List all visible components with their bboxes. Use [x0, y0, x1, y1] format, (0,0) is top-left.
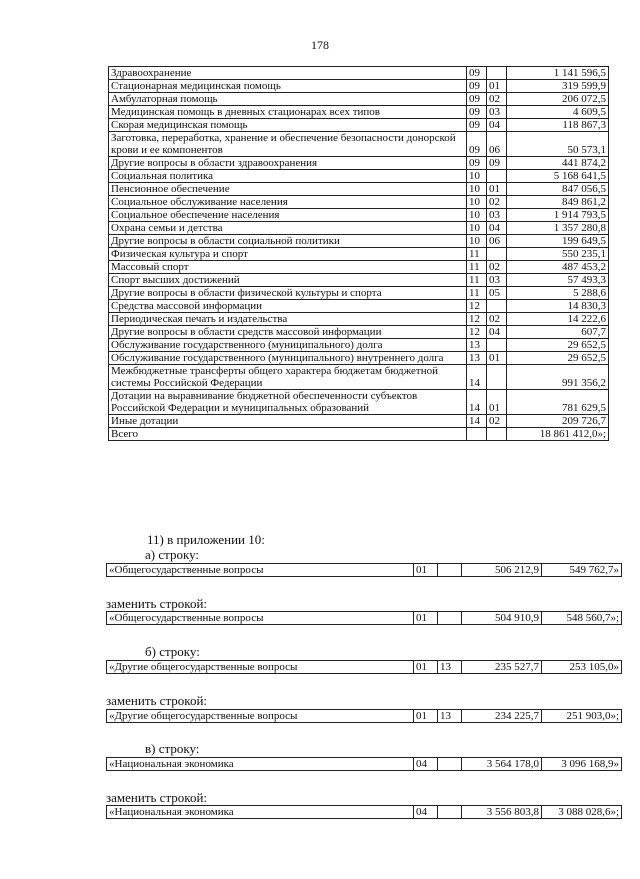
section-code-cell: 12 — [467, 300, 487, 313]
row-name-cell: «Общегосударственные вопросы — [107, 612, 414, 625]
amount-cell: 1 141 596,5 — [507, 67, 609, 80]
table-row — [107, 661, 622, 674]
amount-cell: 57 493,3 — [507, 274, 609, 287]
row-name-cell: «Национальная экономика — [107, 758, 414, 771]
amount-cell: 1 357 280,8 — [507, 222, 609, 235]
subsection-code-cell: 03 — [487, 274, 507, 287]
amount-cell: 3 564 178,0 — [462, 758, 542, 771]
subsection-code-cell — [438, 564, 462, 577]
table-row — [109, 67, 609, 80]
amount-cell: 3 096 168,9» — [542, 758, 622, 771]
amount-cell: 441 874,2 — [507, 157, 609, 170]
amount-cell: 607,7 — [507, 326, 609, 339]
section-code-cell: 10 — [467, 170, 487, 183]
section-code-cell: 01 — [414, 710, 438, 723]
amendment-row-table — [106, 563, 622, 577]
row-name-cell: Обслуживание государственного (муниципального) долга — [109, 339, 467, 352]
row-name-cell: Скорая медицинская помощь — [109, 119, 467, 132]
amount-cell: 3 088 028,6»; — [542, 806, 622, 819]
subsection-code-cell — [487, 428, 507, 441]
section-code-cell: 11 — [467, 248, 487, 261]
amount-cell: 506 212,9 — [462, 564, 542, 577]
table-row — [109, 365, 609, 390]
row-name-cell: Медицинская помощь в дневных стационарах всех типов — [109, 106, 467, 119]
subsection-code-cell — [438, 758, 462, 771]
label-v-row: в) строку: — [145, 741, 200, 756]
section-code-cell: 10 — [467, 222, 487, 235]
amount-cell: 29 652,5 — [507, 352, 609, 365]
label-replace-a: заменить строкой: — [106, 596, 208, 611]
subsection-code-cell: 02 — [487, 261, 507, 274]
section-code-cell: 14 — [467, 415, 487, 428]
row-name-cell: «Национальная экономика — [107, 806, 414, 819]
annex10-heading: 11) в приложении 10: — [147, 532, 265, 547]
subsection-code-cell: 05 — [487, 287, 507, 300]
row-name-cell: Физическая культура и спорт — [109, 248, 467, 261]
row-name-cell: «Другие общегосударственные вопросы — [107, 710, 414, 723]
label-b-row: б) строку: — [145, 644, 200, 659]
table-row — [109, 183, 609, 196]
amendment-row-table — [106, 757, 622, 771]
subsection-code-cell: 04 — [487, 222, 507, 235]
row-name-cell: Периодическая печать и издательства — [109, 313, 467, 326]
amount-cell: 234 225,7 — [462, 710, 542, 723]
row-name-cell: Межбюджетные трансферты общего характера бюджетам бюджетной системы Российской Федерации — [109, 365, 467, 390]
amendment-row-table — [106, 805, 622, 819]
amount-cell: 206 072,5 — [507, 93, 609, 106]
subsection-code-cell: 01 — [487, 390, 507, 415]
table-row — [107, 612, 622, 625]
table-row — [109, 326, 609, 339]
section-code-cell: 12 — [467, 326, 487, 339]
amount-cell: 118 867,3 — [507, 119, 609, 132]
subsection-code-cell: 01 — [487, 80, 507, 93]
amount-cell: 5 168 641,5 — [507, 170, 609, 183]
amount-cell: 4 609,5 — [507, 106, 609, 119]
table-row — [109, 415, 609, 428]
row-v-original — [106, 757, 621, 771]
amendment-row-table — [106, 709, 622, 723]
subsection-code-cell: 13 — [438, 710, 462, 723]
label-replace-b: заменить строкой: — [106, 693, 208, 708]
row-name-cell: Иные дотации — [109, 415, 467, 428]
amount-cell: 487 453,2 — [507, 261, 609, 274]
table-row — [109, 157, 609, 170]
section-code-cell: 11 — [467, 261, 487, 274]
amount-cell: 548 560,7»; — [542, 612, 622, 625]
subsection-code-cell: 02 — [487, 415, 507, 428]
amount-cell: 849 861,2 — [507, 196, 609, 209]
section-code-cell: 09 — [467, 157, 487, 170]
amount-cell: 14 830,3 — [507, 300, 609, 313]
section-code-cell: 09 — [467, 132, 487, 157]
label-a-row: а) строку: — [145, 547, 200, 562]
subsection-code-cell: 04 — [487, 119, 507, 132]
table-row — [109, 132, 609, 157]
table-row — [109, 300, 609, 313]
table-row — [107, 564, 622, 577]
section-code-cell: 13 — [467, 352, 487, 365]
section-code-cell: 01 — [414, 564, 438, 577]
subsection-code-cell: 06 — [487, 235, 507, 248]
label-replace-v: заменить строкой: — [106, 790, 208, 805]
section-code-cell: 09 — [467, 106, 487, 119]
section-code-cell: 09 — [467, 93, 487, 106]
section-code-cell: 01 — [414, 661, 438, 674]
subsection-code-cell: 02 — [487, 313, 507, 326]
row-name-cell: Дотации на выравнивание бюджетной обеспеченности субъектов Российской Федерации и муниципальных образований — [109, 390, 467, 415]
amount-cell: 5 288,6 — [507, 287, 609, 300]
amount-cell: 550 235,1 — [507, 248, 609, 261]
table-row — [109, 209, 609, 222]
amount-cell: 847 056,5 — [507, 183, 609, 196]
table-row — [109, 313, 609, 326]
subsection-code-cell — [438, 612, 462, 625]
section-code-cell: 11 — [467, 287, 487, 300]
row-name-cell: Массовый спорт — [109, 261, 467, 274]
table-row — [109, 287, 609, 300]
table-row — [109, 222, 609, 235]
amount-cell: 14 222,6 — [507, 313, 609, 326]
amount-cell: 3 556 803,8 — [462, 806, 542, 819]
row-name-cell: Заготовка, переработка, хранение и обеспечение безопасности донорской крови и ее компонентов — [109, 132, 467, 157]
amount-cell: 50 573,1 — [507, 132, 609, 157]
row-name-cell: Амбулаторная помощь — [109, 93, 467, 106]
row-name-cell: Здравоохранение — [109, 67, 467, 80]
subsection-code-cell: 03 — [487, 209, 507, 222]
section-code-cell: 09 — [467, 67, 487, 80]
row-name-cell: Охрана семьи и детства — [109, 222, 467, 235]
section-code-cell: 09 — [467, 119, 487, 132]
subsection-code-cell — [487, 248, 507, 261]
row-name-cell: Спорт высших достижений — [109, 274, 467, 287]
section-code-cell: 11 — [467, 274, 487, 287]
row-name-cell: Другие вопросы в области здравоохранения — [109, 157, 467, 170]
table-row — [109, 80, 609, 93]
table-row — [109, 235, 609, 248]
table-row — [109, 93, 609, 106]
subsection-code-cell: 06 — [487, 132, 507, 157]
section-code-cell: 04 — [414, 758, 438, 771]
amount-cell: 199 649,5 — [507, 235, 609, 248]
subsection-code-cell: 09 — [487, 157, 507, 170]
amount-cell: 29 652,5 — [507, 339, 609, 352]
subsection-code-cell — [487, 365, 507, 390]
table-row — [107, 710, 622, 723]
row-name-cell: Социальное обслуживание населения — [109, 196, 467, 209]
table-row — [109, 390, 609, 415]
section-code-cell: 01 — [414, 612, 438, 625]
subsection-code-cell — [487, 170, 507, 183]
section-code-cell: 10 — [467, 209, 487, 222]
table-row — [109, 352, 609, 365]
row-name-cell: Обслуживание государственного (муниципального) внутреннего долга — [109, 352, 467, 365]
subsection-code-cell: 13 — [438, 661, 462, 674]
row-name-cell: Социальная политика — [109, 170, 467, 183]
section-code-cell: 09 — [467, 80, 487, 93]
amount-cell: 319 599,9 — [507, 80, 609, 93]
section-code-cell: 14 — [467, 390, 487, 415]
amount-cell: 209 726,7 — [507, 415, 609, 428]
table-row — [109, 106, 609, 119]
amount-cell: 781 629,5 — [507, 390, 609, 415]
section-code-cell: 14 — [467, 365, 487, 390]
amount-cell: 251 903,0»; — [542, 710, 622, 723]
row-a-replacement — [106, 611, 621, 625]
row-name-cell: Пенсионное обеспечение — [109, 183, 467, 196]
amendment-row-table — [106, 611, 622, 625]
page-number: 178 — [311, 38, 329, 52]
section-code-cell: 13 — [467, 339, 487, 352]
amount-cell: 253 105,0» — [542, 661, 622, 674]
table-row — [109, 261, 609, 274]
table-row — [109, 274, 609, 287]
row-b-replacement — [106, 709, 621, 723]
section-code-cell — [467, 428, 487, 441]
table-row — [109, 339, 609, 352]
table-row — [107, 806, 622, 819]
section-code-cell: 10 — [467, 183, 487, 196]
row-v-replacement — [106, 805, 621, 819]
table-row — [109, 428, 609, 441]
amount-cell: 991 356,2 — [507, 365, 609, 390]
section-code-cell: 12 — [467, 313, 487, 326]
subsection-code-cell: 02 — [487, 93, 507, 106]
table-row — [109, 248, 609, 261]
row-name-cell: Стационарная медицинская помощь — [109, 80, 467, 93]
subsection-code-cell — [487, 67, 507, 80]
amount-cell: 549 762,7» — [542, 564, 622, 577]
section-code-cell: 04 — [414, 806, 438, 819]
row-name-cell: «Другие общегосударственные вопросы — [107, 661, 414, 674]
budget-table — [108, 66, 609, 441]
table-row — [109, 196, 609, 209]
table-row — [107, 758, 622, 771]
subsection-code-cell: 01 — [487, 352, 507, 365]
amount-cell: 1 914 793,5 — [507, 209, 609, 222]
table-row — [109, 119, 609, 132]
section-code-cell: 10 — [467, 196, 487, 209]
amount-cell: 504 910,9 — [462, 612, 542, 625]
row-name-cell: Всего — [109, 428, 467, 441]
section-code-cell: 10 — [467, 235, 487, 248]
subsection-code-cell: 02 — [487, 196, 507, 209]
row-name-cell: Другие вопросы в области социальной политики — [109, 235, 467, 248]
row-name-cell: «Общегосударственные вопросы — [107, 564, 414, 577]
amendment-row-table — [106, 660, 622, 674]
row-a-original — [106, 563, 621, 577]
row-name-cell: Средства массовой информации — [109, 300, 467, 313]
subsection-code-cell: 01 — [487, 183, 507, 196]
row-name-cell: Другие вопросы в области физической культуры и спорта — [109, 287, 467, 300]
table-row — [109, 170, 609, 183]
subsection-code-cell: 03 — [487, 106, 507, 119]
row-name-cell: Социальное обеспечение населения — [109, 209, 467, 222]
row-name-cell: Другие вопросы в области средств массовой информации — [109, 326, 467, 339]
subsection-code-cell — [487, 339, 507, 352]
subsection-code-cell: 04 — [487, 326, 507, 339]
amount-cell: 18 861 412,0»; — [507, 428, 609, 441]
row-b-original — [106, 660, 621, 674]
subsection-code-cell — [438, 806, 462, 819]
subsection-code-cell — [487, 300, 507, 313]
amount-cell: 235 527,7 — [462, 661, 542, 674]
